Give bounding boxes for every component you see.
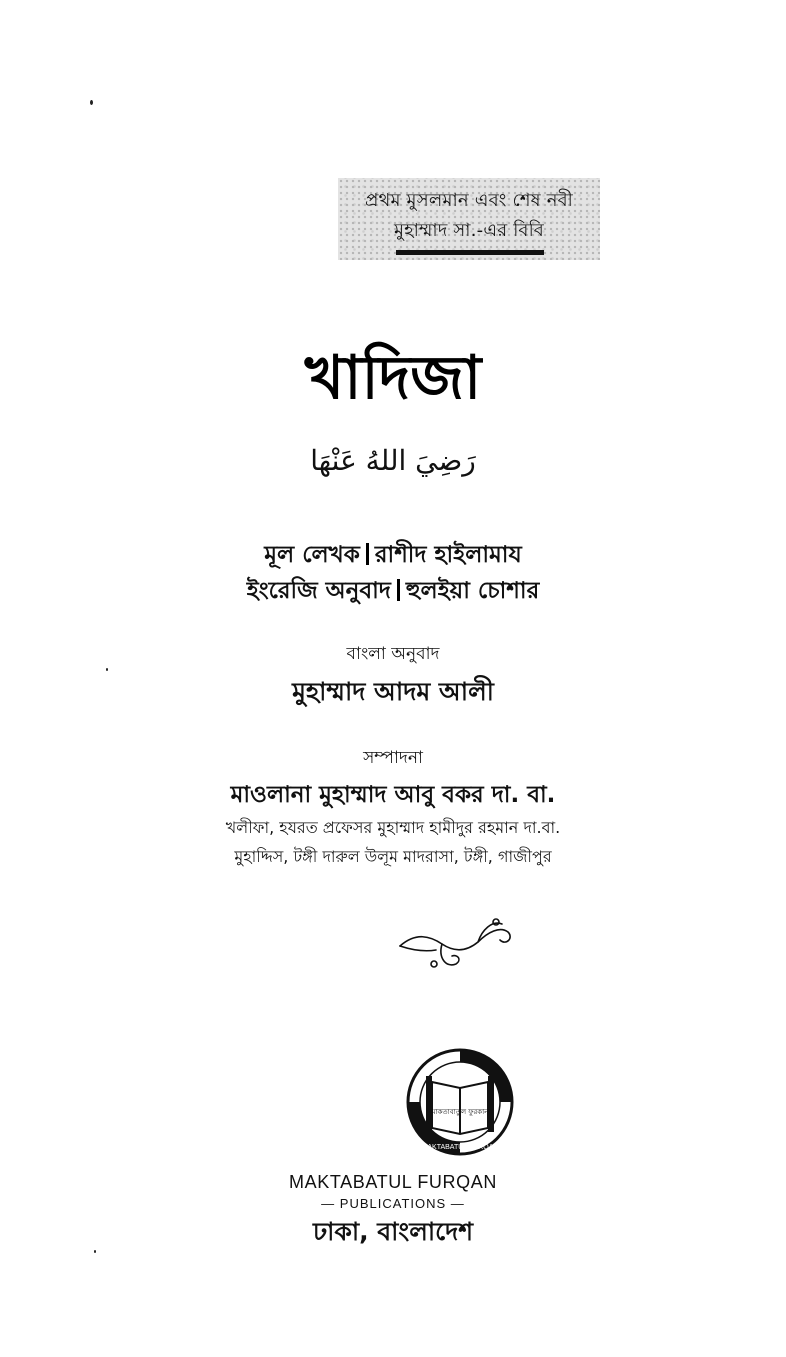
bangla-translator-name: মুহাম্মাদ আদম আলী [292, 677, 494, 706]
separator [366, 543, 369, 565]
editor-note-2: মুহাদ্দিস, টঙ্গী দারুল উলূম মাদরাসা, টঙ্গী, গাজীপুর [234, 847, 552, 866]
editor-note-1: খলীফা, হযরত প্রফেসর মুহাম্মাদ হামীদুর রহমান দা.বা. [225, 818, 561, 837]
print-speck [90, 100, 93, 105]
logo-book-text: মাকতাবাতুল ফুরকান [431, 1108, 489, 1116]
subtitle-banner [338, 178, 600, 260]
author-name: রাশীদ হাইলামায [374, 542, 522, 568]
editor-name: মাওলানা মুহাম্মাদ আবু বকর দা. বা. [230, 782, 556, 808]
editing-label: সম্পাদনা [363, 748, 423, 768]
translator-name: হুলইয়া চোশার [405, 578, 540, 604]
translator-credit [0, 572, 786, 611]
publisher-city: ঢাকা, বাংলাদেশ [312, 1217, 474, 1246]
subtitle-line-2: মুহাম্মাদ সা.-এর বিবি [393, 220, 544, 241]
publisher-subtitle: — PUBLICATIONS — [321, 1196, 465, 1211]
subtitle-line-1: প্রথম মুসলমান এবং শেষ নবী [364, 190, 574, 211]
author-role: মূল লেখক [264, 542, 360, 568]
translator-role: ইংরেজি অনুবাদ [246, 578, 391, 604]
logo-ring-text: MAKTABATUL FURQAN [421, 1144, 499, 1151]
bangla-translation-label: বাংলা অনুবাদ [346, 644, 440, 664]
banner-underline [396, 250, 544, 255]
publisher-logo [404, 1046, 516, 1158]
author-credit [0, 536, 786, 575]
ornament-flourish [396, 912, 514, 976]
publications-label: PUBLICATIONS [339, 1196, 447, 1211]
separator [397, 579, 400, 601]
book-title: খাদিজা [304, 343, 482, 413]
publisher-name: MAKTABATUL FURQAN [289, 1172, 497, 1192]
arabic-honorific: رَضِيَ اللهُ عَنْهَا [310, 444, 476, 477]
